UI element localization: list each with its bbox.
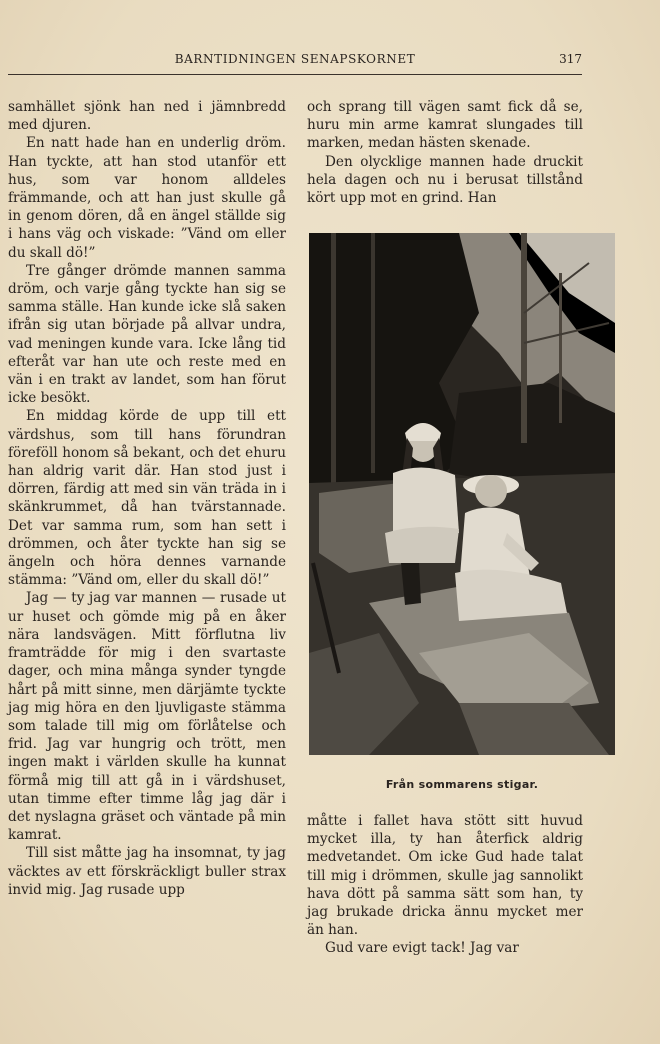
photograph-two-girls-on-rocks — [309, 233, 615, 755]
paragraph: Tre gånger drömde mannen samma dröm, och varje gång tyckte han sig se samma ställe. Han kunde icke slå saken ifrån sig utan började på allvar undra, vad meningen kunde vara. Icke lång tid efteråt var han ute och reste med en vän i en trakt av landet, som han förut icke besökt. — [8, 262, 286, 407]
paragraph: måtte i fallet hava stött sitt huvud mycket illa, ty han återfick aldrig medvetandet. Om icke Gud hade talat till mig i drömmen, skulle jag sannolikt hava dött på samma sätt som han, ty jag brukade dricka ännu mycket mer än han. — [307, 813, 583, 939]
paragraph: Jag — ty jag var mannen — rusade ut ur huset och gömde mig på en åker nära landsvägen. Mitt förflutna liv framträdde för mig i den svartaste dager, och mina många synder tyngde hårt på mitt sinne, men därjämte tyckte jag mig höra en den ljuvligaste stämma som talade till mig om förlåtelse och frid. Jag var hungrig och trött, men ingen makt i världen skulle ha kunnat förmå mig till att gå in i värdshuset, utan timme efter timme låg jag där i det nyslagna gräset och väntade på min kamrat. — [8, 590, 286, 844]
paragraph: Den olycklige mannen hade druckit hela dagen och nu i berusat tillstånd kört upp mot en grind. Han — [307, 153, 583, 207]
paragraph: samhället sjönk han ned i jämnbredd med djuren. — [8, 99, 286, 134]
left-column — [8, 98, 286, 899]
paragraph: Gud vare evigt tack! Jag var — [325, 940, 519, 957]
paragraph: Till sist måtte jag ha insomnat, ty jag väcktes av ett förskräckligt buller strax invid mig. Jag rusade upp — [8, 845, 286, 898]
journal-title: BARNTIDNINGEN SENAPSKORNET — [174, 52, 416, 66]
page-number: 317 — [559, 52, 582, 66]
paragraph: En natt hade han en underlig dröm. Han tyckte, att han stod utanför ett hus, som var honom alldeles främmande, och att han just skulle gå in genom dören, då en ängel ställde sig i hans väg och viskade: ”Vänd om eller du skall dö!” — [8, 135, 286, 261]
photo-caption: Från sommarens stigar. — [385, 778, 539, 791]
paragraph: och sprang till vägen samt fick då se, huru min arme kamrat slungades till marken, medan hästen skenade. — [307, 99, 583, 152]
right-column-top — [307, 98, 583, 207]
running-header — [8, 52, 582, 75]
paragraph: En middag körde de upp till ett värdshus, som till hans förundran föreföll honom så bekant, och det ehuru han aldrig varit där. Han stod just i dörren, färdig att med sin vän träda in i skänkrummet, då han tvärstannade. Det var samma rum, som han sett i drömmen, och åter tyckte han sig se ängeln och höra dennes varnande stämma: ”Vänd om, eller du skall dö!” — [8, 408, 286, 589]
right-column-bottom — [307, 812, 583, 958]
